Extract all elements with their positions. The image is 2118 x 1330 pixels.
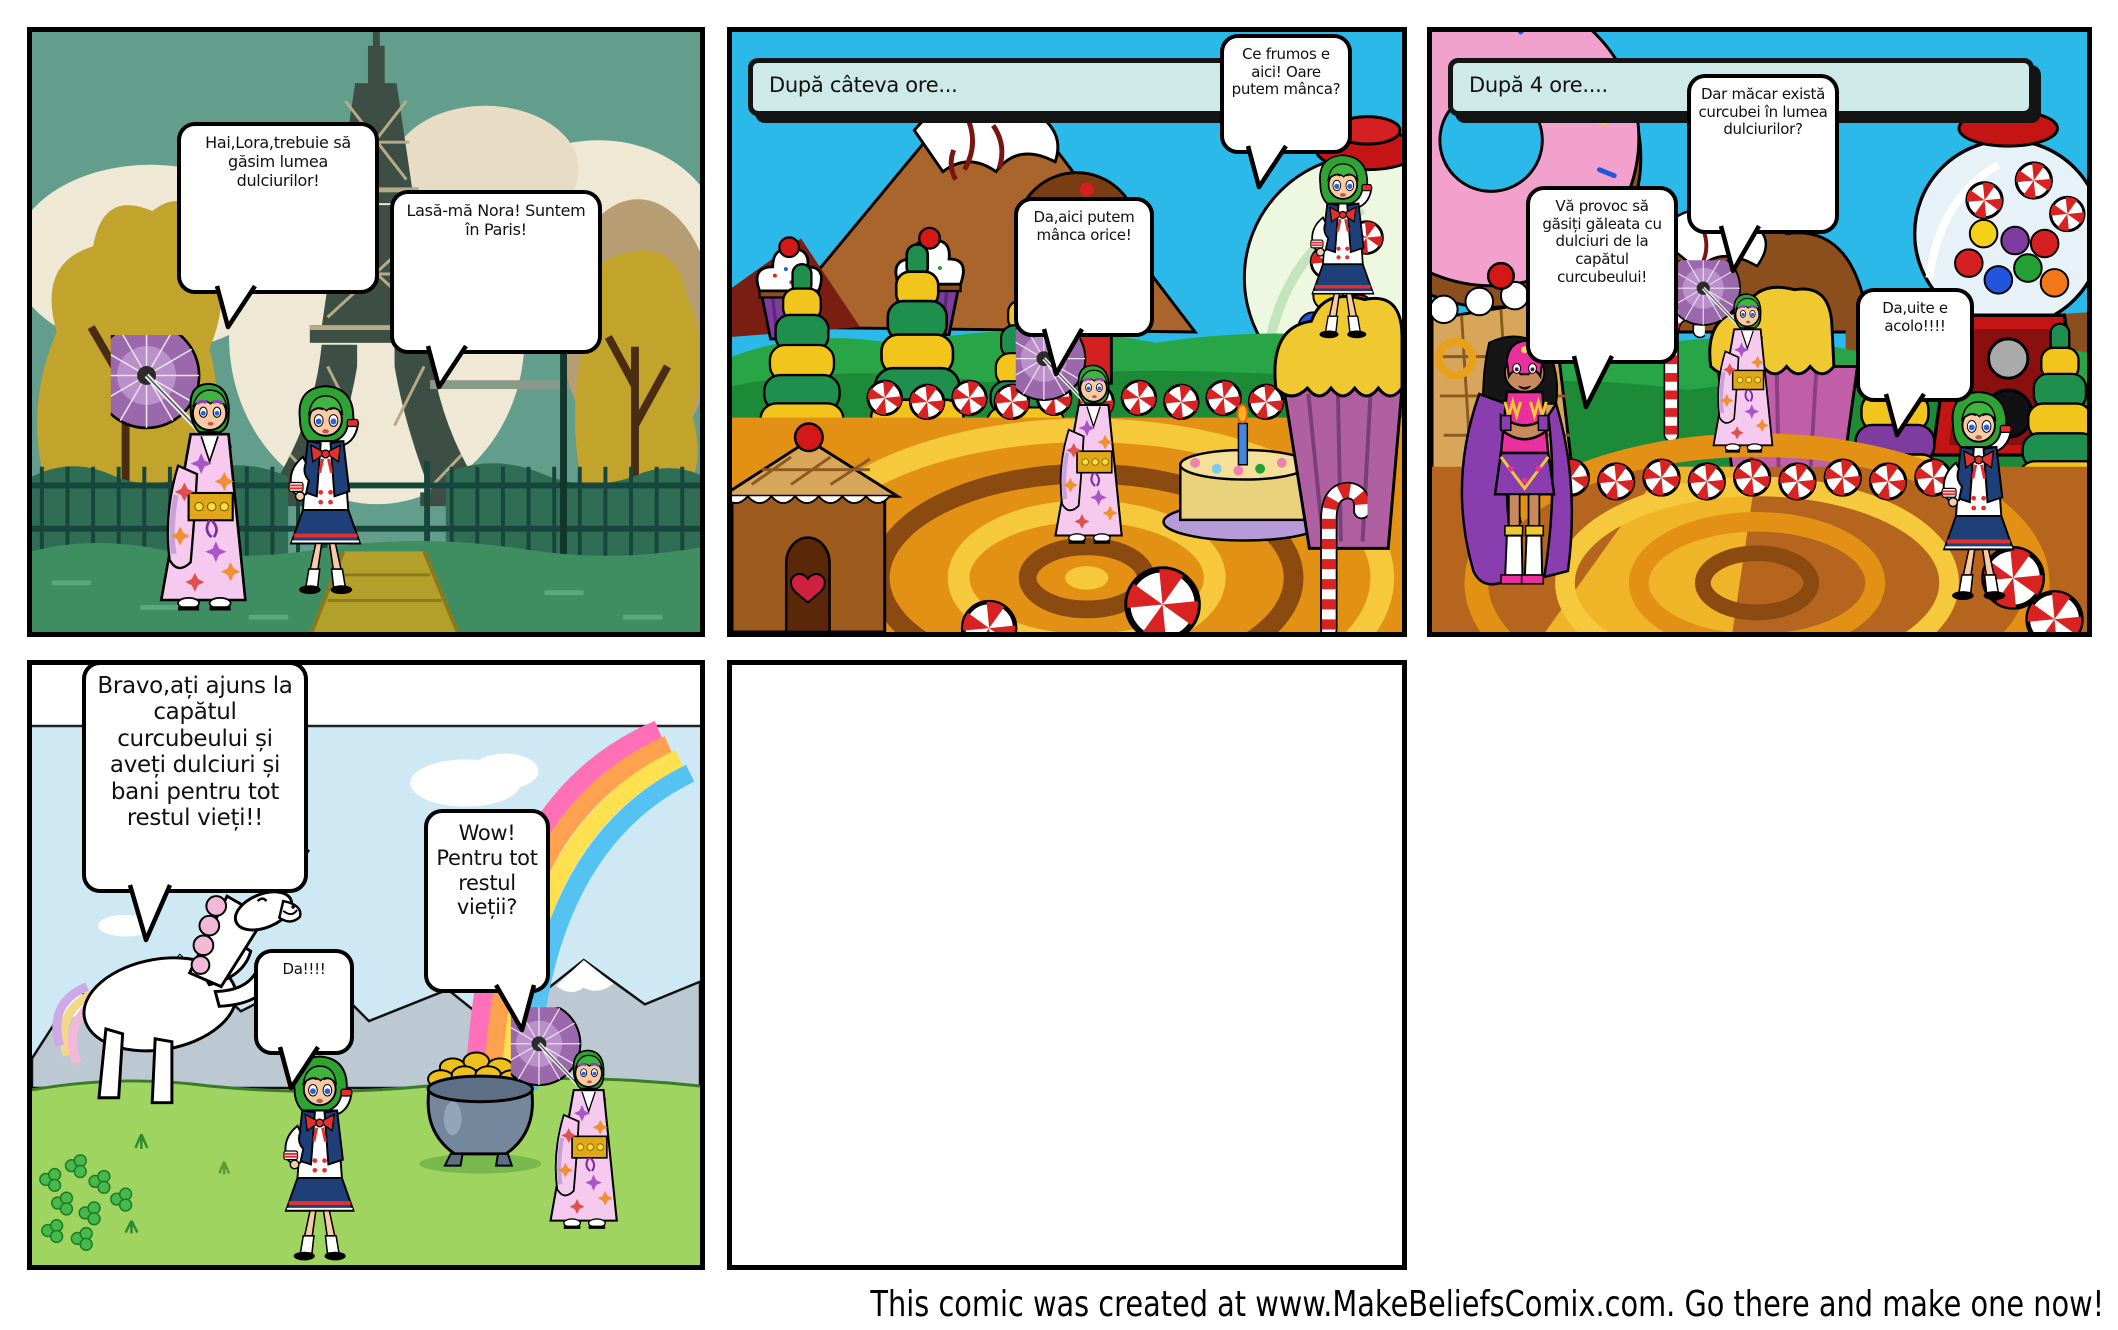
speech-bubble <box>1687 74 1839 234</box>
speech-bubble <box>390 190 602 354</box>
speech-bubble <box>1856 288 1974 402</box>
speech-bubble <box>82 661 308 893</box>
speech-text: Wow! Pentru tot restul vieții? <box>436 821 538 920</box>
panel-3-candyland-later <box>1427 27 2092 637</box>
bubble-tail <box>1566 355 1618 411</box>
bubble-tail <box>122 884 178 944</box>
panel-5-empty <box>727 660 1407 1270</box>
speech-text: Bravo,ați ajuns la capătul curcubeului și aveți dulciuri și bani pentru tot restul vieți!! <box>97 673 293 832</box>
speech-text: Da,aici putem mânca orice! <box>1033 208 1135 244</box>
bubble-tail <box>1878 393 1930 439</box>
speech-text: Da,uite e acolo!!!! <box>1882 299 1948 335</box>
speech-bubble <box>1220 34 1352 154</box>
bubble-tail <box>420 345 472 391</box>
speech-bubble <box>1014 197 1154 337</box>
bubble-tail <box>1036 328 1088 378</box>
panel-2-candyland <box>727 27 1407 637</box>
speech-text: Dar măcar există curcubei în lumea dulciurilor? <box>1698 85 1828 139</box>
speech-text: Lasă-mă Nora! Suntem în Paris! <box>406 201 586 239</box>
bubble-tail <box>1713 225 1765 275</box>
speech-bubble <box>424 809 550 993</box>
footer-credit: This comic was created at www.MakeBeliefsComix.com. Go there and make one now! <box>870 1284 2104 1325</box>
speech-text: Da!!!! <box>282 960 326 978</box>
caption-text: După 4 ore.... <box>1469 73 1608 97</box>
speech-bubble <box>177 122 379 294</box>
speech-bubble <box>1526 186 1678 364</box>
panel-1-paris <box>27 27 705 637</box>
speech-bubble <box>254 949 354 1055</box>
speech-text: Hai,Lora,trebuie să găsim lumea dulciurilor! <box>205 133 351 190</box>
bubble-tail <box>1240 145 1292 191</box>
bubble-tail <box>272 1046 324 1092</box>
bubble-tail <box>490 984 542 1034</box>
speech-text: Vă provoc să găsiți găleata cu dulciuri de la capătul curcubeului! <box>1542 197 1662 286</box>
panel-4-rainbow-meadow <box>27 660 705 1270</box>
bubble-tail <box>209 285 261 331</box>
speech-text: Ce frumos e aici! Oare putem mânca? <box>1231 45 1341 99</box>
caption-text: După câteva ore... <box>769 73 958 97</box>
